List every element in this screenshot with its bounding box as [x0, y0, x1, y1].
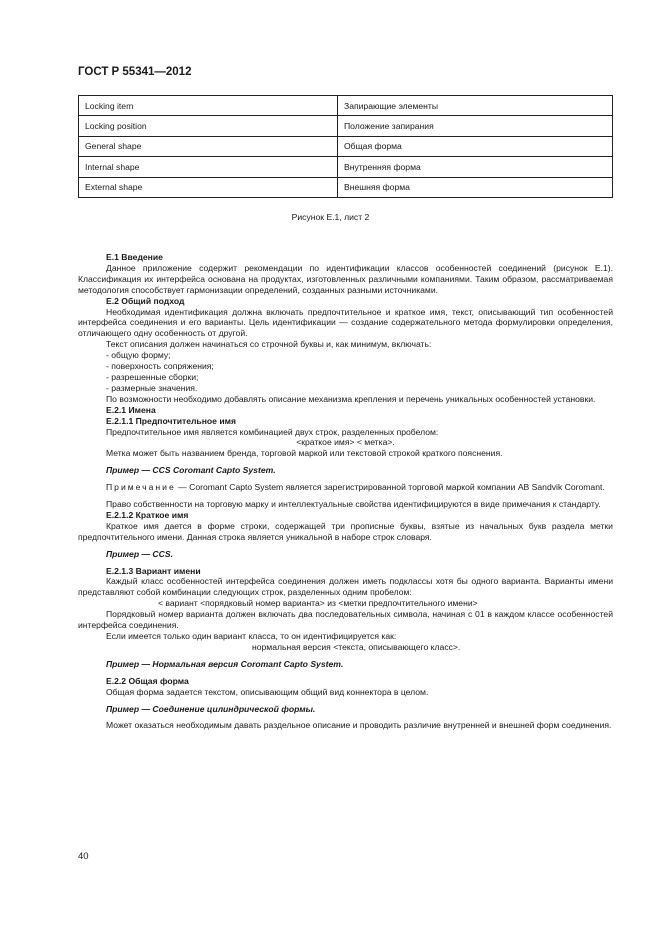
formula-line: <краткое имя> < метка>. — [296, 437, 395, 448]
formula-line: < вариант <порядковый номер варианта> из <метки предпочтительного имени> — [158, 598, 478, 609]
paragraph: Предпочтительное имя является комбинацией двух строк, разделенных пробелом: — [106, 426, 439, 437]
section-heading-e22: Е.2.2 Общая форма — [106, 675, 189, 686]
paragraph: Необходимая идентификация должна включать предпочтительное и краткое имя, текст, описывающий тип особенностей интерфейса соединения и его варианты. Цель идентификации — создание содержательного метода формулировки определения, отличающего одну особенность от другой. — [78, 306, 613, 339]
paragraph: Порядковый номер варианта должен включать два последовательных символа, начиная с 01 в каждом классе особенностей интерфейса соединения. — [78, 609, 613, 631]
formula-line: нормальная версия <текста, описывающего класс>. — [252, 641, 461, 652]
list-item: - разрешенные сборки; — [106, 371, 199, 382]
paragraph: Текст описания должен начинаться со строчной буквы и, как минимум, включать: — [106, 339, 432, 350]
paragraph: Общая форма задается текстом, описывающим общий вид коннектора в целом. — [106, 686, 429, 697]
table-row — [79, 96, 613, 116]
paragraph: Данное приложение содержит рекомендации по идентификации классов особенностей соединений (рисунок Е.1). Классификация их интерфейса основана на продуктах, изготовленных различными компаниями. Таким образом, рассматриваемая методология способствует гармонизации определений, созданных разными источниками. — [78, 262, 613, 295]
list-item: - общую форму; — [106, 350, 171, 361]
document-header: ГОСТ Р 55341—2012 — [78, 66, 192, 78]
list-item: - поверхность сопряжения; — [106, 361, 214, 372]
figure-caption: Рисунок Е.1, лист 2 — [291, 212, 370, 222]
paragraph: Краткое имя дается в форме строки, содержащей три прописные буквы, взятые из начальных букв раздела метки предпочтительного имени. Данная строка является уникальной в наборе строк словаря. — [78, 520, 613, 542]
table-row — [79, 116, 613, 136]
term-english: External shape — [79, 177, 338, 197]
page-number: 40 — [78, 851, 89, 862]
paragraph: Право собственности на торговую марку и интеллектуальные свойства идентифицируются в виде примечания к стандарту. — [106, 499, 601, 510]
note-label: Примечание — [106, 482, 176, 493]
term-russian: Положение запирания — [338, 116, 613, 136]
section-heading-e1: Е.1 Введение — [106, 252, 163, 262]
section-heading-e21: Е.2.1 Имена — [106, 404, 156, 415]
example: Пример — CCS Coromant Capto System. — [106, 465, 276, 476]
section-heading-e213: Е.2.1.3 Вариант имени — [106, 565, 201, 576]
section-heading-e2: Е.2 Общий подход — [106, 295, 185, 306]
term-russian: Запирающие элементы — [338, 96, 613, 116]
term-english: Locking item — [79, 96, 338, 116]
term-russian: Внутренняя форма — [338, 157, 613, 177]
paragraph: Может оказаться необходимым давать раздельное описание и проводить различие внутренней и внешней форм соединения. — [106, 720, 612, 731]
list-item: - размерные значения. — [106, 382, 198, 393]
note — [78, 482, 613, 493]
term-russian: Внешняя форма — [338, 177, 613, 197]
section-heading-e212: Е.2.1.2 Краткое имя — [106, 509, 189, 520]
terms-table — [78, 95, 613, 198]
section-heading-e211: Е.2.1.1 Предпочтительное имя — [106, 415, 236, 426]
table-row — [79, 157, 613, 177]
example: Пример — Соединение цилиндрической формы. — [106, 703, 316, 714]
term-english: Internal shape — [79, 157, 338, 177]
term-russian: Общая форма — [338, 136, 613, 156]
paragraph: Метка может быть названием бренда, торговой маркой или текстовой строкой краткого пояснения. — [106, 448, 503, 459]
paragraph: Каждый класс особенностей интерфейса соединения должен иметь подклассы хотя бы одного варианта. Варианты имени представляют собой комбинации следующих строк, разделенных одним пробелом: — [78, 576, 613, 598]
paragraph: Если имеется только один вариант класса, то он идентифицируется как: — [106, 631, 397, 641]
term-english: Locking position — [79, 116, 338, 136]
note-text: — Coromant Capto System является зарегистрированной торговой маркой компании AB Sandvik Coromant. — [178, 482, 605, 493]
example: Пример — CCS. — [106, 548, 173, 559]
term-english: General shape — [79, 136, 338, 156]
table-row — [79, 136, 613, 156]
document-body — [78, 252, 613, 731]
table-row — [79, 177, 613, 197]
paragraph: По возможности необходимо добавлять описание механизма крепления и перечень уникальных особенностей установки. — [106, 393, 596, 404]
example: Пример — Нормальная версия Coromant Capto System. — [106, 658, 344, 669]
